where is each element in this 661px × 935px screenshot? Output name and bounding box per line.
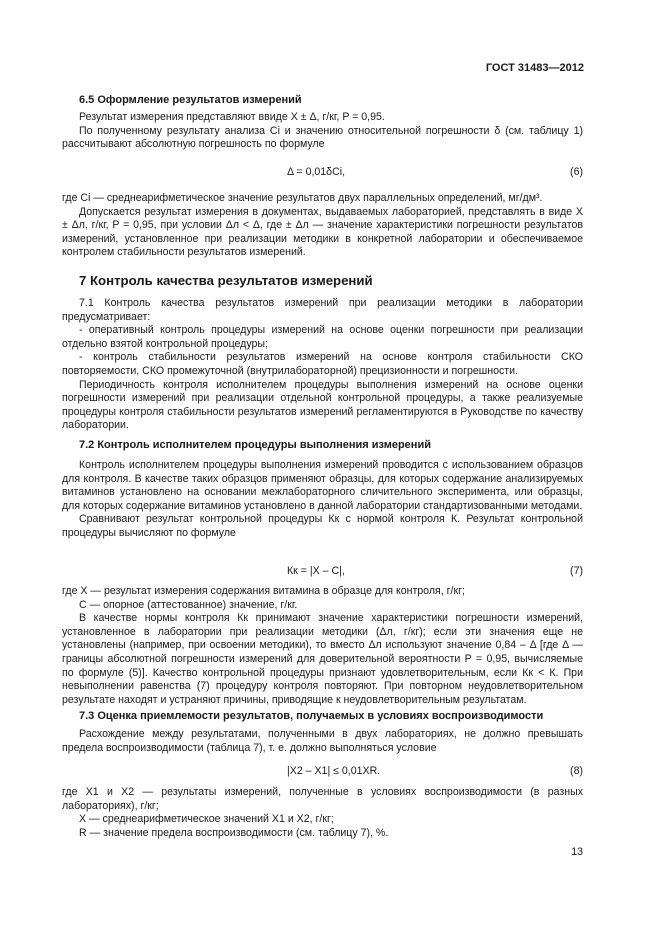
paragraph: В качестве нормы контроля Кк принимают значение характеристики погрешности измерений, установленное в лаборатории при реализации методики (Δл, г/кг); если эти значения еще не установлены (например, при освоении методики), то вместо Δл используют значение 0,84 – Δ [где Δ — границы абсолютной погрешности измерений для доверительной вероятности P = 0,95, вычисляемые по формуле (5)]. Качество контрольной процедуры признают удовлетворительным, если Кк < К. При невыполнении равенства (7) процедуру контроля повторяют. При повторном неудовлетворительном результате находят и устраняют причины, приводящие к неудовлетворительным результатам.	[62, 612, 583, 706]
paragraph: Допускается результат измерения в документах, выдаваемых лабораторией, представлять в виде X ± Δл, г/кг, P = 0,95, при условии Δл < Δ, где ± Δл — значение характеристики погрешности результатов измерений, установленное при реализации методики в конкретной лаборатории и обеспечиваемое контролем стабильности результатов измерений.	[62, 205, 583, 259]
formula-8: |X2 – X1| ≤ 0,01XR.	[287, 765, 381, 777]
heading: 7 Контроль качества результатов измерений	[79, 273, 373, 288]
section-6-5-title	[62, 94, 583, 108]
formula-explanation: где Ci — среднеарифметическое значение результатов двух параллельных определений, мг/дм³.	[62, 192, 543, 204]
section-7-2-body-2	[62, 585, 583, 707]
section-7-3-body	[62, 728, 583, 755]
heading: 7.3 Оценка приемлемости результатов, получаемых в условиях воспроизводимости	[79, 710, 544, 722]
formula-7: Кк = |X – C|,	[287, 565, 345, 577]
formula-explanation: C — опорное (аттестованное) значение, г/кг.	[79, 598, 298, 611]
section-7-title	[62, 274, 583, 288]
formula-6-number: (6)	[570, 166, 583, 178]
paragraph: По полученному результату анализа Ci и значению относительной погрешности δ (см. таблицу 1) рассчитывают абсолютную погрешность по формуле	[62, 124, 583, 151]
section-7-body	[62, 297, 583, 433]
standard-header: ГОСТ 31483—2012	[485, 62, 584, 74]
paragraph: Контроль исполнителем процедуры выполнения измерений проводится с использованием образцов для контроля. В качестве таких образцов применяют образцы, для которых содержание анализируемых витаминов установлено на основании межлабораторного сличительного эксперимента, или образцы, для которых содержание витаминов установлено в данной лаборатории стандартизованными методами.	[62, 459, 583, 512]
list-item: - контроль стабильности результатов измерений на основе контроля стабильности СКО повторяемости, СКО промежуточной (внутрилабораторной) прецизионности и погрешности.	[62, 351, 583, 377]
section-6-5-body	[62, 111, 583, 152]
formula-7-number: (7)	[570, 565, 583, 577]
formula-explanation: где X — результат измерения содержания витамина в образце для контроля, г/кг;	[62, 585, 465, 597]
section-7-3-title	[62, 710, 583, 724]
heading: 7.2 Контроль исполнителем процедуры выполнения измерений	[79, 439, 431, 451]
paragraph: Расхождение между результатами, полученными в двух лабораториях, не должно превышать предела воспроизводимости (таблица 7), т. е. должно выполняться условие	[62, 728, 583, 754]
formula-explanation: R — значение предела воспроизводимости (см. таблицу 7), %.	[79, 826, 389, 839]
page-number: 13	[571, 846, 583, 858]
section-6-5-body-2	[62, 192, 583, 260]
section-7-2-title	[62, 439, 583, 453]
list-item: - оперативный контроль процедуры измерений на основе оценки погрешности при реализации отдельно взятой контрольной процедуры;	[62, 324, 583, 350]
heading: 6.5 Оформление результатов измерений	[79, 94, 302, 106]
paragraph: 7.1 Контроль качества результатов измерений при реализации методики в лаборатории предусматривает:	[62, 297, 583, 323]
formula-6: Δ = 0,01δCi,	[287, 166, 346, 178]
section-7-3-body-2	[62, 786, 583, 840]
paragraph: Сравнивают результат контрольной процедуры Кк с нормой контроля К. Результат контрольной процедуры вычисляют по формуле	[62, 513, 583, 539]
formula-explanation: где X1 и X2 — результаты измерений, полученные в условиях воспроизводимости (в разных лабораториях), г/кг;	[62, 786, 583, 812]
paragraph: Периодичность контроля исполнителем процедуры выполнения измерений на основе оценки погрешности измерений при реализации отдельной контрольной процедуры, а также реализуемые процедуры контроля стабильности результатов измерений регламентируются в Руководстве по качеству лаборатории.	[62, 378, 583, 432]
section-7-2-body	[62, 459, 583, 541]
paragraph: Результат измерения представляют ввиде X ± Δ, г/кг, P = 0,95.	[79, 111, 385, 123]
formula-explanation: X — среднеарифметическое значений X1 и X2, г/кг;	[79, 813, 334, 826]
formula-8-number: (8)	[570, 765, 583, 777]
